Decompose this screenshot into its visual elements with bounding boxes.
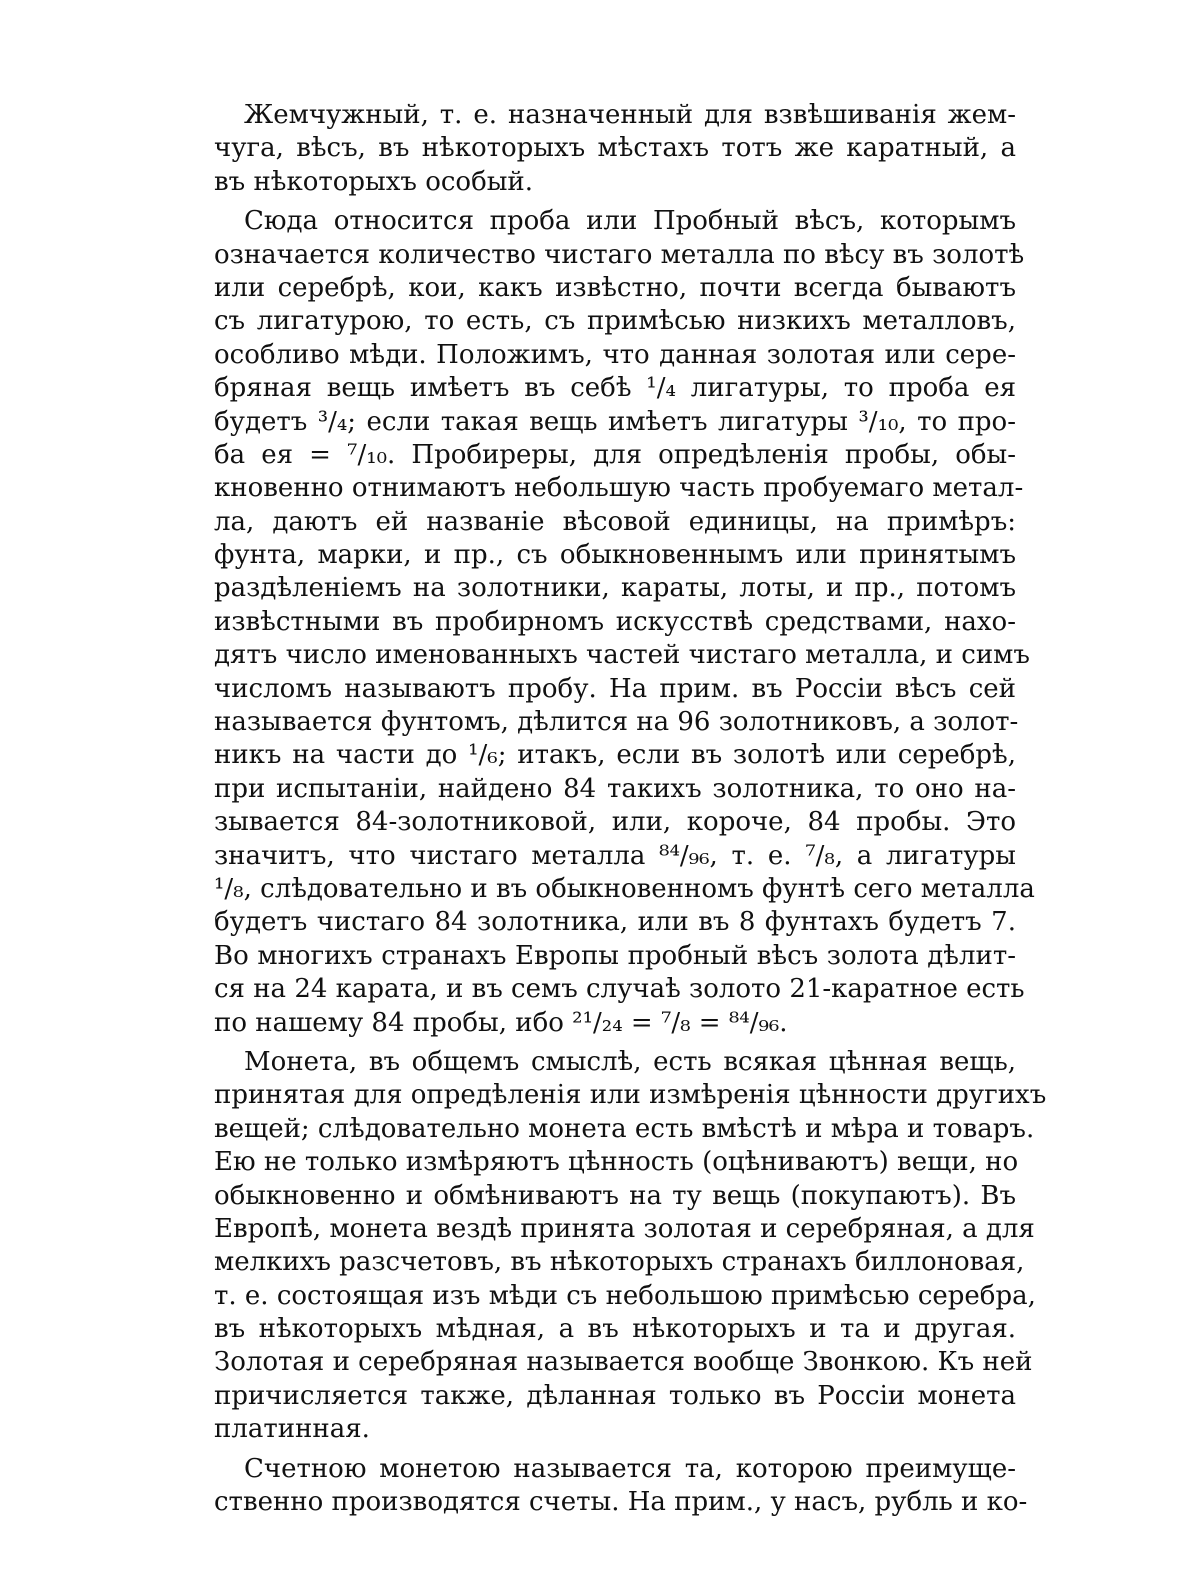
- text-line: кновенно отнимаютъ небольшую часть пробуемаго метал-: [214, 473, 1024, 504]
- text-line: принятая для опредѣленія или измѣренія цѣнности другихъ: [214, 1080, 1047, 1111]
- text-line: съ лигатурою, то есть, съ примѣсью низкихъ металловъ,: [214, 306, 1016, 337]
- text-line: будетъ чистаго 84 золотника, или въ 8 фунтахъ будетъ 7.: [214, 907, 1016, 938]
- text-line: при испытаніи, найдено 84 такихъ золотника, то оно на-: [214, 773, 1016, 804]
- text-line: платинная.: [214, 1414, 370, 1445]
- text-line: въ нѣкоторыхъ мѣдная, а въ нѣкоторыхъ и та и другая.: [214, 1314, 1016, 1345]
- text-line: Монета, въ общемъ смыслѣ, есть всякая цѣнная вещь,: [244, 1046, 1016, 1077]
- paragraph: [214, 1046, 1047, 1447]
- text-line: Счетною монетою называется та, которою преимуще-: [244, 1453, 1016, 1484]
- text-line: т. е. состоящая изъ мѣди съ небольшою примѣсью серебра,: [214, 1280, 1036, 1311]
- text-line: въ нѣкоторыхъ особый.: [214, 166, 534, 197]
- text-line: числомъ называютъ пробу. На прим. въ Россіи вѣсъ сей: [214, 673, 1016, 704]
- text-line: фунта, марки, и пр., съ обыкновеннымъ или принятымъ: [214, 540, 1016, 571]
- text-line: будетъ ³/₄; если такая вещь имѣетъ лигатуры ³/₁₀, то про-: [214, 406, 1016, 437]
- text-line: обыкновенно и обмѣниваютъ на ту вещь (покупаютъ). Въ: [214, 1180, 1016, 1211]
- text-line: извѣстными въ пробирномъ искусствѣ средствами, нахо-: [214, 606, 1016, 637]
- text-line: означается количество чистаго металла по вѣсу въ золотѣ: [214, 239, 1025, 270]
- text-line: вещей; слѣдовательно монета есть вмѣстѣ и мѣра и товаръ.: [214, 1113, 1035, 1144]
- text-line: значитъ, что чистаго металла ⁸⁴/₉₆, т. е. ⁷/₈, а лигатуры: [214, 840, 1016, 871]
- paragraph: [214, 205, 1035, 1040]
- text-line: Во многихъ странахъ Европы пробный вѣсъ золота дѣлит-: [214, 940, 1016, 971]
- text-line: Сюда относится проба или Пробный вѣсъ, которымъ: [244, 206, 1016, 237]
- text-line: или серебрѣ, кои, какъ извѣстно, почти всегда бываютъ: [214, 272, 1016, 303]
- text-line: никъ на части до ¹/₆; итакъ, если въ золотѣ или серебрѣ,: [214, 740, 1016, 771]
- text-line: бряная вещь имѣетъ въ себѣ ¹/₄ лигатуры, то проба ея: [214, 373, 1016, 404]
- text-line: Жемчужный, т. е. назначенный для взвѣшиванія жем-: [244, 100, 1016, 130]
- text-line: дятъ число именованныхъ частей чистаго металла, и симъ: [214, 640, 1030, 671]
- text-line: ба ея = ⁷/₁₀. Пробиреры, для опредѣленія пробы, обы-: [214, 439, 1016, 470]
- text-line: зывается 84-золотниковой, или, короче, 84 пробы. Это: [214, 807, 1016, 838]
- text-line: называется фунтомъ, дѣлится на 96 золотниковъ, а золот-: [214, 707, 1019, 738]
- text-line: ¹/₈, слѣдовательно и въ обыкновенномъ фунтѣ сего металла: [214, 873, 1035, 904]
- text-line: причисляется также, дѣланная только въ Россіи монета: [214, 1380, 1016, 1411]
- text-line: Ею не только измѣряютъ цѣнность (оцѣниваютъ) вещи, но: [214, 1147, 1019, 1178]
- paragraph: [214, 1453, 1028, 1520]
- text-line: мелкихъ разсчетовъ, въ нѣкоторыхъ странахъ биллоновая,: [214, 1247, 1025, 1278]
- text-line: особливо мѣди. Положимъ, что данная золотая или сере-: [214, 339, 1016, 370]
- text-line: ла, даютъ ей названіе вѣсовой единицы, на примѣръ:: [214, 506, 1016, 537]
- text-line: по нашему 84 пробы, ибо ²¹/₂₄ = ⁷/₈ = ⁸⁴/₉₆.: [214, 1007, 788, 1038]
- text-line: чуга, вѣсъ, въ нѣкоторыхъ мѣстахъ тотъ же каратный, а: [214, 133, 1016, 164]
- text-line: Европѣ, монета вездѣ принята золотая и серебряная, а для: [214, 1213, 1035, 1244]
- text-line: ственно производятся счеты. На прим., у насъ, рубль и ко-: [214, 1487, 1028, 1518]
- paragraph: [214, 99, 1016, 199]
- text-line: ся на 24 карата, и въ семъ случаѣ золото 21-каратное есть: [214, 974, 1025, 1005]
- page-text: [214, 99, 1047, 1519]
- text-line: Золотая и серебряная называется вообще Звонкою. Къ ней: [214, 1347, 1033, 1378]
- text-line: раздѣленіемъ на золотники, караты, лоты, и пр., потомъ: [214, 573, 1016, 604]
